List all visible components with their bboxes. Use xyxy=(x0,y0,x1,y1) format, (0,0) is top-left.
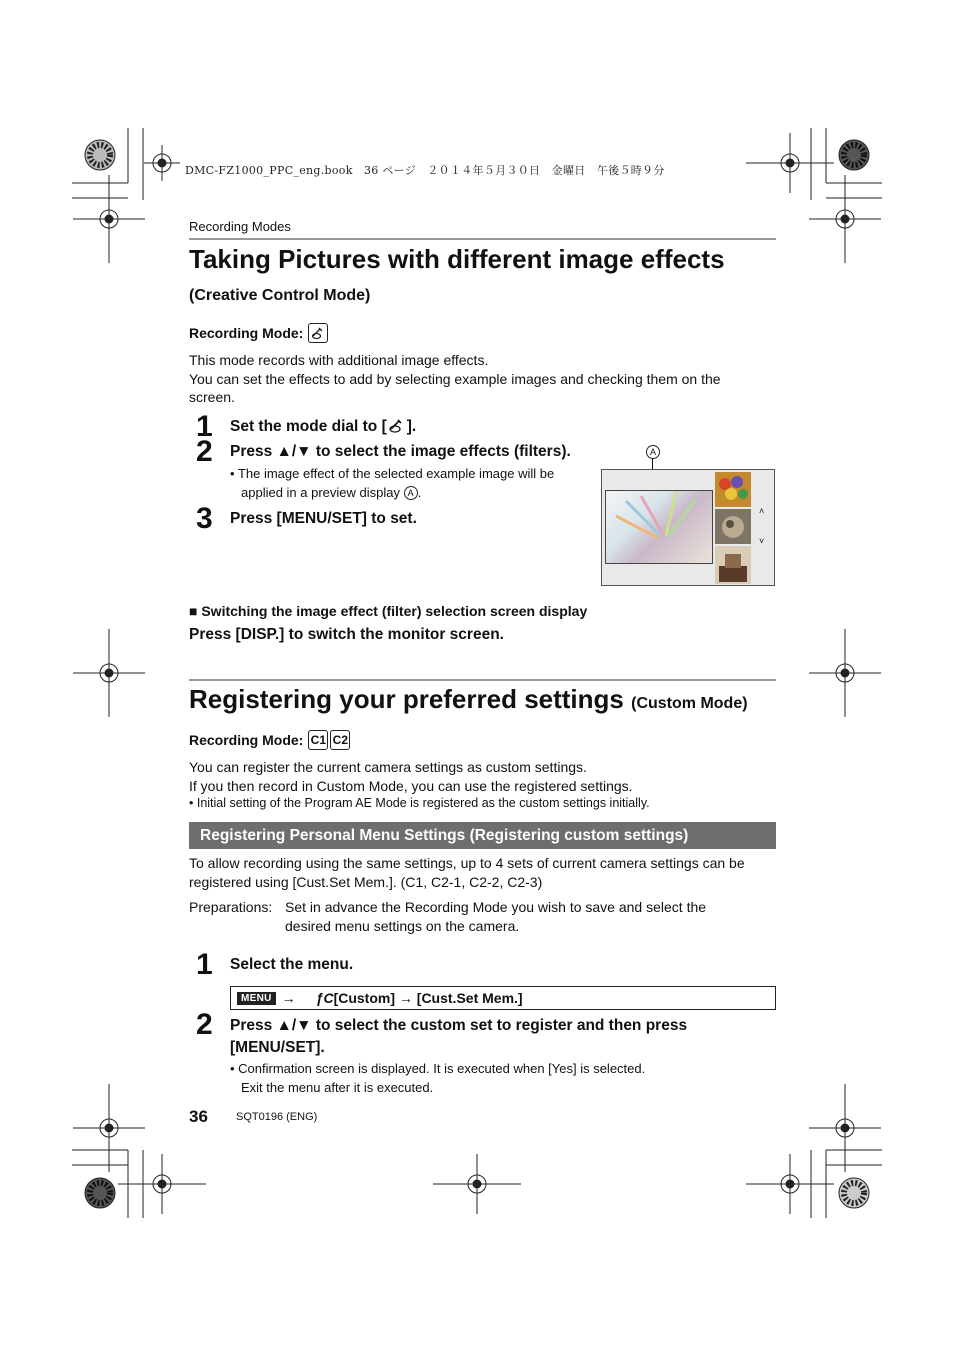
recording-mode-label: Recording Mode: xyxy=(189,325,304,341)
step-line: Press ▲/▼ to select the custom set to register and then press xyxy=(230,1017,688,1034)
intro-bullet: • Initial setting of the Program AE Mode is registered as the custom settings initially. xyxy=(189,796,650,810)
page-title: Taking Pictures with different image effects xyxy=(189,244,725,274)
intro-line: You can set the effects to add by selecting example images and checking them on the screen. xyxy=(189,370,721,405)
preview-display-illustration xyxy=(601,469,775,586)
step-text xyxy=(230,416,416,441)
bullet-line: Confirmation screen is displayed. It is executed when [Yes] is selected. xyxy=(238,1061,646,1076)
step-text: Press [MENU/SET] to set. xyxy=(230,510,417,527)
recording-mode-label: Recording Mode: xyxy=(189,732,304,748)
menu-button-icon: MENU xyxy=(237,992,276,1005)
menu-path-text: [Custom] → [Cust.Set Mem.] xyxy=(333,990,523,1006)
print-header: DMC-FZ1000_PPC_eng.book 36 ページ ２０１４年５月３０日 金曜日 午後５時９分 xyxy=(185,164,665,177)
callout-a-marker: A xyxy=(404,486,418,500)
step-text: Select the menu. xyxy=(230,956,354,973)
creative-control-mode-icon xyxy=(308,323,328,343)
custom-menu-icon: ƒC xyxy=(315,990,334,1006)
menu-path-box xyxy=(230,986,776,1010)
custom-mode-c2-icon: C2 xyxy=(330,730,350,750)
subsection-bar: Registering Personal Menu Settings (Registering custom settings) xyxy=(189,822,776,849)
step-number: 1 xyxy=(196,948,213,981)
preparations-label: Preparations: xyxy=(189,899,273,915)
step-bullet: • The image effect of the selected example image will be applied in a preview display A . xyxy=(230,466,555,500)
section-title-main: Registering your preferred settings xyxy=(189,684,624,714)
preparations-line: Set in advance the Recording Mode you wish to save and select the xyxy=(285,899,707,915)
section-title-sub: (Custom Mode) xyxy=(631,695,748,712)
section-title xyxy=(189,684,748,715)
allow-text xyxy=(189,854,779,891)
step-number: 2 xyxy=(196,1008,213,1041)
section-divider xyxy=(189,679,776,681)
page-subtitle: (Creative Control Mode) xyxy=(189,287,371,304)
step-text: Press ▲/▼ to select the image effects (filters). xyxy=(230,443,571,460)
preparations-line: desired menu settings on the camera. xyxy=(285,917,520,934)
bullet-line: . xyxy=(417,484,422,500)
section-label: Recording Modes xyxy=(189,219,291,234)
example-image-2 xyxy=(715,509,751,544)
intro-line: This mode records with additional image effects. xyxy=(189,352,489,368)
switch-display-text: Press [DISP.] to switch the monitor screen. xyxy=(189,626,504,643)
example-image-1 xyxy=(715,472,751,507)
step-number: 3 xyxy=(196,502,213,535)
step-text xyxy=(230,1015,776,1059)
step-number: 1 xyxy=(196,410,213,443)
preview-image xyxy=(605,490,713,564)
bullet-line: Exit the menu after it is executed. xyxy=(241,1079,434,1095)
recording-mode-row xyxy=(189,323,328,343)
page-number: 36 xyxy=(189,1107,208,1126)
section-divider xyxy=(189,238,776,240)
recording-mode-row xyxy=(189,730,350,750)
intro-line: If you then record in Custom Mode, you can use the registered settings. xyxy=(189,777,633,794)
callout-a-label: A xyxy=(646,445,660,459)
intro-line: You can register the current camera settings as custom settings. xyxy=(189,759,587,775)
intro-text xyxy=(189,351,769,407)
example-image-3 xyxy=(715,546,751,584)
switch-display-heading: ■ Switching the image effect (filter) selection screen display xyxy=(189,603,588,619)
menu-arrow: → xyxy=(281,990,296,1006)
creative-control-dial-icon xyxy=(387,416,407,441)
scroll-up-icon: ˄ xyxy=(759,506,765,516)
custom-mode-c1-icon: C1 xyxy=(308,730,328,750)
step-bullet: • Confirmation screen is displayed. It is executed when [Yes] is selected. Exit the menu after it is executed. xyxy=(230,1060,776,1097)
step-line: [MENU/SET]. xyxy=(230,1039,325,1056)
preparations-text xyxy=(285,898,775,935)
step-text-part: ]. xyxy=(406,418,417,435)
bullet-line: applied in a preview display xyxy=(241,484,404,500)
allow-line: To allow recording using the same settings, up to 4 sets of current camera settings can be xyxy=(189,855,745,871)
allow-line: registered using [Cust.Set Mem.]. (C1, C2-1, C2-2, C2-3) xyxy=(189,873,543,890)
bullet-line: The image effect of the selected example image will be xyxy=(237,466,555,481)
scroll-down-icon: ˅ xyxy=(759,536,765,546)
step-text-part: Set the mode dial to [ xyxy=(230,418,387,435)
step-number: 2 xyxy=(196,435,213,468)
document-code: SQT0196 (ENG) xyxy=(236,1111,318,1123)
custom-intro xyxy=(189,758,776,795)
